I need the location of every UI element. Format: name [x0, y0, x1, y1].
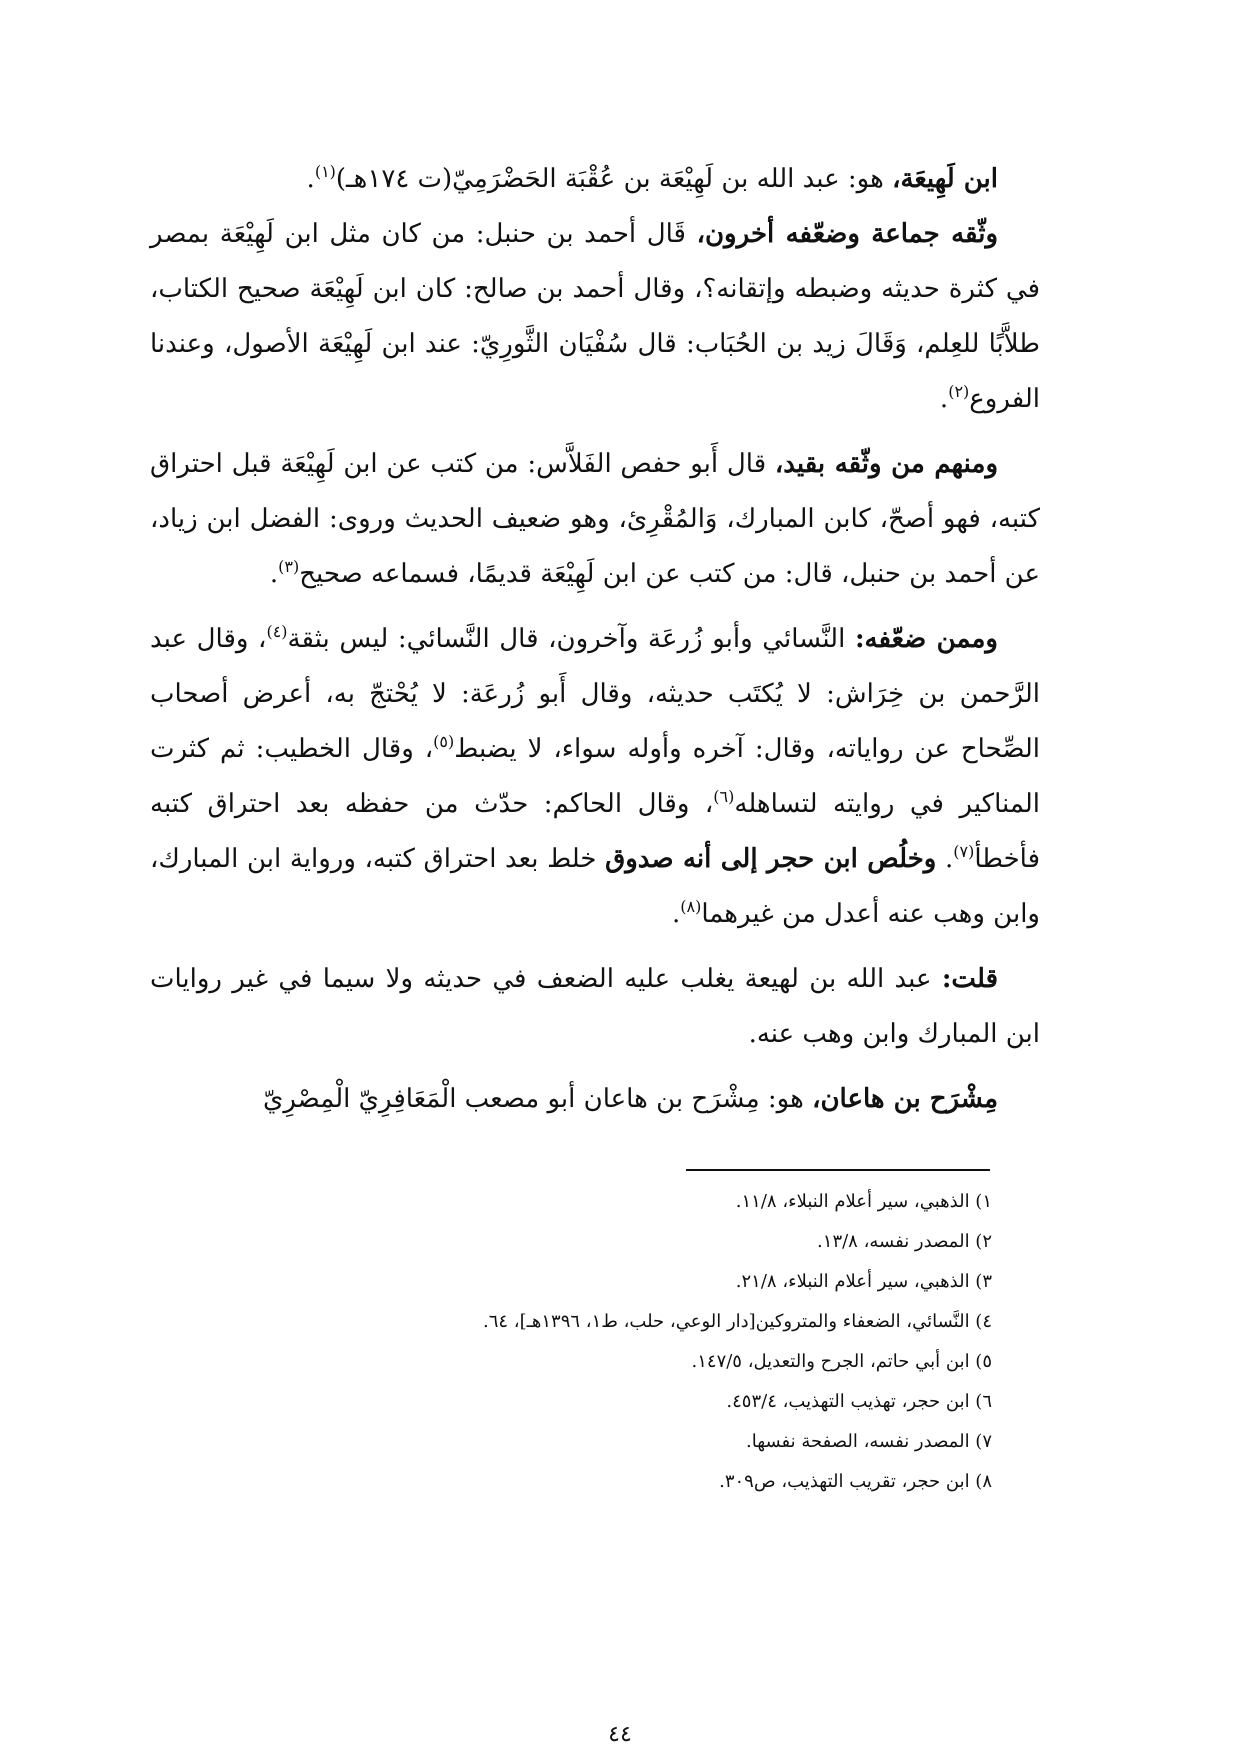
- footnote-separator: [686, 1169, 990, 1171]
- text-run: هو: مِشْرَح بن هاعان أبو مصعب الْمَعَافِرِيّ الْمِصْرِيّ: [262, 1084, 813, 1114]
- bold-lead: وثّقه جماعة وضعّفه أخرون،: [696, 219, 999, 249]
- footnote-ref: (٥): [433, 732, 455, 751]
- paragraph: [150, 437, 1040, 602]
- footnote-ref: (٨): [680, 897, 702, 916]
- paragraph: [150, 612, 1040, 942]
- footnotes: [150, 1182, 1040, 1502]
- text-run: عبد الله بن لهيعة يغلب عليه الضعف في حديثه ولا سيما في غير روايات ابن المبارك وابن وهب عنه.: [150, 964, 1040, 1049]
- footnote-ref: (٤): [266, 622, 288, 641]
- text-run: .: [939, 384, 949, 414]
- text-run: .: [306, 164, 315, 194]
- footnote-item: ٣) الذهبي، سير أعلام النبلاء، ٢١/٨.: [735, 1271, 992, 1292]
- footnote-ref: (٢): [948, 382, 970, 401]
- footnote-ref: (٦): [713, 787, 735, 806]
- text-run: قَال أحمد بن حنبل: من كان مثل ابن لَهِيْعَة بمصر في كثرة حديثه وضبطه وإتقانه؟، وقال أحمد بن صالح: كان ابن لَهِيْعَة صحيح الكتاب، طلاَّبًا للعِلم، وَقَالَ زيد بن الحُبَاب: قال سُفْيَان الثَّورِيّ: عند ابن لَهِيْعَة الأصول، وعندنا الفروع: [150, 219, 1040, 414]
- text-run: قال أَبو حفص الفَلاَّس: من كتب عن ابن لَهِيْعَة قبل احتراق كتبه، فهو أصحّ، كابن المبارك، وَالمُقْرِئ، وهو ضعيف الحديث وروى: الفضل ابن زياد، عن أحمد بن حنبل، قال: من كتب عن ابن لَهِيْعَة قديمًا، فسماعه صحيح: [150, 449, 1040, 589]
- bold-lead: ابن لَهِيعَة،: [892, 164, 998, 194]
- bold-lead: قلت:: [941, 964, 998, 994]
- text-run: هو: عبد الله بن لَهِيْعَة بن عُقْبَة الحَضْرَمِيّ(ت ١٧٤هـ): [335, 164, 893, 194]
- text-run: .: [936, 844, 954, 874]
- footnote-ref: (٧): [953, 842, 975, 861]
- page-number: ٤٤: [608, 1722, 632, 1747]
- footnote-item: ٨) ابن حجر، تقريب التهذيب، ص٣٠٩.: [719, 1471, 992, 1492]
- paragraph: [150, 152, 1040, 207]
- text-run: .: [269, 559, 279, 589]
- paragraph: [150, 207, 1040, 427]
- text-run: ، وقال الحاكم: حدّث من حفظه بعد احتراق كتبه فأخطأ: [150, 789, 1041, 874]
- text-run: ، وقال عبد الرَّحمن بن خِرَاش: لا يُكتَب حديثه، وقال أَبو زُرعَة: لا يُحْتجّ به، أعرض أصحاب الصِّحاح عن رواياته، وقال: آخره وأوله سواء، لا يضبط: [150, 624, 1041, 764]
- footnote-ref: (١): [314, 162, 336, 181]
- footnote-item: ٦) ابن حجر، تهذيب التهذيب، ٤٥٣/٤.: [726, 1391, 992, 1412]
- bold-lead: ومنهم من وثّقه بقيد،: [774, 449, 998, 479]
- main-text: [150, 152, 1040, 1127]
- text-run: النَّسائي وأبو زُرعَة وآخرون، قال النَّسائي: ليس بثقة: [287, 624, 855, 654]
- footnote-item: ٧) المصدر نفسه، الصفحة نفسها.: [745, 1431, 992, 1452]
- text-run: خلط بعد احتراق كتبه، ورواية ابن المبارك، وابن وهب عنه أعدل من غيرهما: [150, 844, 1040, 929]
- footnote-ref: (٣): [278, 557, 300, 576]
- text-run: ، وقال الخطيب: ثم كثرت المناكير في روايته لتساهله: [150, 734, 1041, 819]
- bold-lead: وخلُص ابن حجر إلى أنه صدوق: [605, 844, 937, 874]
- bold-lead: وممن ضعّفه:: [854, 624, 998, 654]
- footnote-item: ١) الذهبي، سير أعلام النبلاء، ١١/٨.: [735, 1191, 992, 1212]
- bold-lead: مِشْرَح بن هاعان،: [812, 1084, 998, 1114]
- paragraph: [150, 1072, 1040, 1127]
- paragraph: [150, 952, 1040, 1062]
- footnote-item: ٢) المصدر نفسه، ١٣/٨.: [817, 1231, 992, 1252]
- footnote-item: ٤) النَّسائي، الضعفاء والمتروكين[دار الوعي، حلب، ط١، ١٣٩٦هـ]، ٦٤.: [482, 1311, 992, 1332]
- text-run: .: [671, 899, 681, 929]
- footnote-item: ٥) ابن أبي حاتم، الجرح والتعديل، ١٤٧/٥.: [691, 1351, 992, 1372]
